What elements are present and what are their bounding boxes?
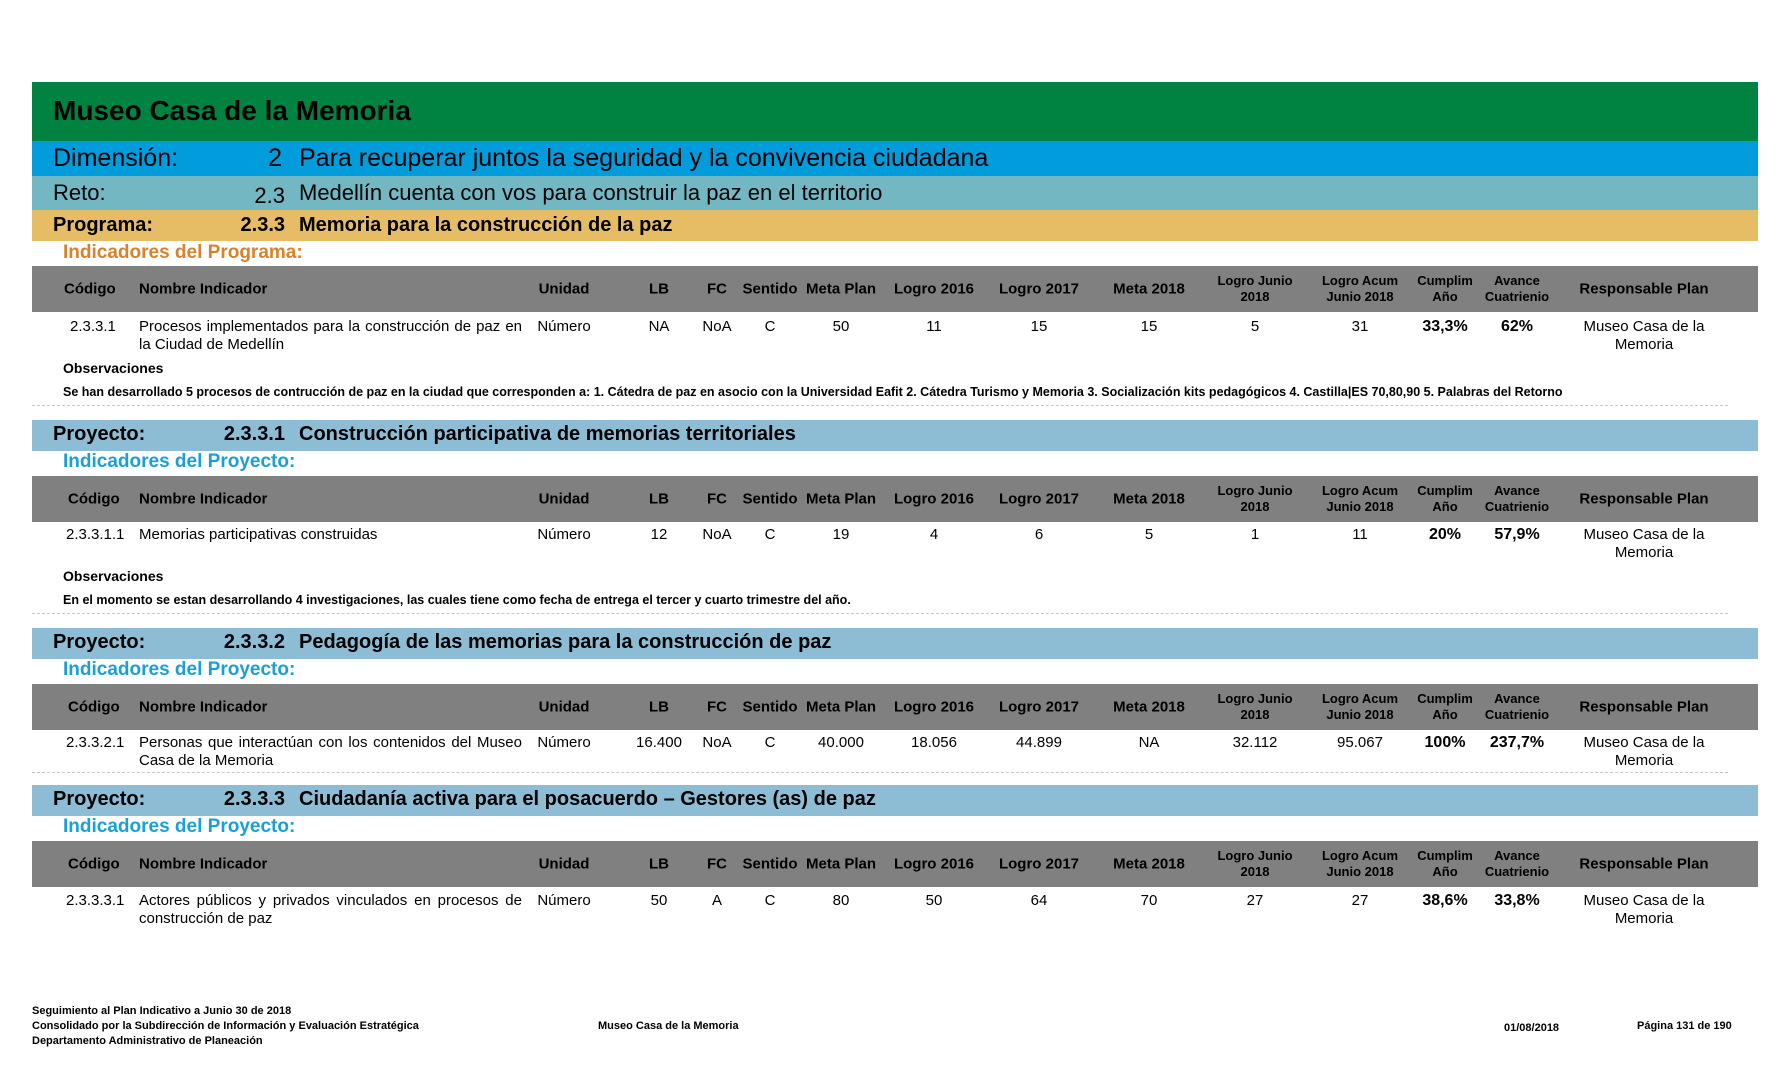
cell-lb: 16.400 xyxy=(636,734,682,751)
divider xyxy=(32,772,1728,773)
col-meta-2018: Meta 2018 xyxy=(1113,280,1185,298)
project-title: Ciudadanía activa para el posacuerdo – Gestores (as) de paz xyxy=(299,788,876,810)
cell-fc: NoA xyxy=(702,526,732,543)
col-meta-plan: Meta Plan xyxy=(805,855,877,873)
dimension-code: 2 xyxy=(268,144,282,172)
cell-unidad: Número xyxy=(537,892,591,909)
cell-logro-2016: 11 xyxy=(926,318,942,335)
col-logro-2017: Logro 2017 xyxy=(998,280,1080,298)
col-logro-junio: Logro Junio 2018 xyxy=(1217,273,1293,304)
cell-logro-acum: 11 xyxy=(1352,526,1368,543)
col-avance: Avance Cuatrienio xyxy=(1484,691,1550,722)
project-indicators-heading: Indicadores del Proyecto: xyxy=(63,659,296,680)
cell-meta-2018: NA xyxy=(1138,734,1160,751)
cell-fc: NoA xyxy=(702,734,732,751)
project-table-header xyxy=(32,841,1758,887)
cell-sentido: C xyxy=(764,892,776,909)
reto-band xyxy=(32,176,1758,210)
cell-lb: 50 xyxy=(650,892,668,909)
cell-avance: 57,9% xyxy=(1494,526,1540,543)
col-avance: Avance Cuatrienio xyxy=(1484,483,1550,514)
cell-nombre: Procesos implementados para la construcción de paz en la Ciudad de Medellín xyxy=(139,318,522,353)
cell-logro-2016: 50 xyxy=(925,892,943,909)
col-responsable: Responsable Plan xyxy=(1579,490,1709,508)
col-logro-2017: Logro 2017 xyxy=(998,855,1080,873)
col-nombre: Nombre Indicador xyxy=(139,490,268,508)
col-fc: FC xyxy=(707,490,727,508)
programa-label: Programa: xyxy=(53,214,154,236)
cell-meta-plan: 40.000 xyxy=(818,734,864,751)
col-nombre: Nombre Indicador xyxy=(139,280,268,298)
cell-avance: 62% xyxy=(1500,318,1534,335)
cell-logro-acum: 27 xyxy=(1351,892,1369,909)
cell-cumplim: 33,3% xyxy=(1422,318,1468,335)
cell-codigo: 2.3.3.2.1 xyxy=(66,734,125,751)
observaciones-text: En el momento se estan desarrollando 4 investigaciones, las cuales tiene como fecha de entrega el tercer y cuarto trimestre del año. xyxy=(63,593,851,607)
cell-logro-acum: 31 xyxy=(1351,318,1369,335)
footer-line-1: Seguimiento al Plan Indicativo a Junio 30 de 2018 xyxy=(32,1005,292,1017)
observaciones-label: Observaciones xyxy=(63,360,164,376)
col-cumplim: Cumplim Año xyxy=(1417,691,1473,722)
project-band xyxy=(32,785,1758,816)
col-logro-2016: Logro 2016 xyxy=(893,698,975,716)
col-logro-acum: Logro Acum Junio 2018 xyxy=(1321,273,1399,304)
cell-codigo: 2.3.3.1 xyxy=(70,318,116,335)
cell-logro-junio: 27 xyxy=(1246,892,1264,909)
col-logro-2016: Logro 2016 xyxy=(893,280,975,298)
footer-line-3: Departamento Administrativo de Planeación xyxy=(32,1035,263,1047)
project-code: 2.3.3.3 xyxy=(223,788,285,810)
col-unidad: Unidad xyxy=(538,280,590,298)
footer-info xyxy=(32,1004,419,1049)
cell-sentido: C xyxy=(764,526,776,543)
cell-cumplim: 20% xyxy=(1428,526,1462,543)
cell-meta-2018: 5 xyxy=(1144,526,1154,543)
col-meta-2018: Meta 2018 xyxy=(1113,490,1185,508)
col-logro-junio: Logro Junio 2018 xyxy=(1217,848,1293,879)
col-sentido: Sentido xyxy=(742,490,798,508)
footer-center: Museo Casa de la Memoria xyxy=(598,1020,739,1032)
cell-unidad: Número xyxy=(537,734,591,751)
cell-lb: NA xyxy=(648,318,670,335)
project-code: 2.3.3.2 xyxy=(223,631,285,653)
cell-avance: 237,7% xyxy=(1489,734,1545,751)
col-unidad: Unidad xyxy=(538,698,590,716)
footer-date: 01/08/2018 xyxy=(1504,1022,1560,1034)
col-unidad: Unidad xyxy=(538,855,590,873)
program-table-header xyxy=(32,266,1758,312)
col-logro-acum: Logro Acum Junio 2018 xyxy=(1321,483,1399,514)
col-fc: FC xyxy=(707,280,727,298)
cell-unidad: Número xyxy=(537,526,591,543)
cell-sentido: C xyxy=(764,318,776,335)
cell-logro-2016: 4 xyxy=(929,526,939,543)
col-logro-acum: Logro Acum Junio 2018 xyxy=(1321,848,1399,879)
col-logro-2016: Logro 2016 xyxy=(893,490,975,508)
col-logro-junio: Logro Junio 2018 xyxy=(1217,691,1293,722)
col-lb: LB xyxy=(649,280,669,298)
col-meta-plan: Meta Plan xyxy=(805,698,877,716)
dimension-label: Dimensión: xyxy=(53,144,179,172)
col-codigo: Código xyxy=(64,280,116,298)
cell-logro-2016: 18.056 xyxy=(911,734,957,751)
col-meta-plan: Meta Plan xyxy=(805,490,877,508)
project-title: Construcción participativa de memorias territoriales xyxy=(299,423,796,445)
col-codigo: Código xyxy=(68,698,120,716)
col-logro-2017: Logro 2017 xyxy=(998,698,1080,716)
col-logro-2016: Logro 2016 xyxy=(893,855,975,873)
col-unidad: Unidad xyxy=(538,490,590,508)
cell-sentido: C xyxy=(764,734,776,751)
entity-title: Museo Casa de la Memoria xyxy=(53,95,411,126)
col-logro-2017: Logro 2017 xyxy=(998,490,1080,508)
cell-logro-2017: 44.899 xyxy=(1016,734,1062,751)
cell-meta-plan: 19 xyxy=(832,526,850,543)
cell-meta-2018: 70 xyxy=(1140,892,1158,909)
col-responsable: Responsable Plan xyxy=(1579,698,1709,716)
col-logro-junio: Logro Junio 2018 xyxy=(1217,483,1293,514)
cell-logro-2017: 6 xyxy=(1034,526,1044,543)
project-indicators-heading: Indicadores del Proyecto: xyxy=(63,451,296,472)
divider xyxy=(32,405,1728,406)
col-avance: Avance Cuatrienio xyxy=(1484,273,1550,304)
reto-code: 2.3 xyxy=(254,183,285,208)
cell-meta-plan: 50 xyxy=(832,318,850,335)
cell-lb: 12 xyxy=(650,526,668,543)
dimension-band xyxy=(32,141,1758,176)
entity-header xyxy=(32,82,1758,141)
cell-logro-junio: 32.112 xyxy=(1232,734,1278,751)
project-table-header xyxy=(32,684,1758,730)
cell-nombre: Actores públicos y privados vinculados en procesos de construcción de paz xyxy=(139,892,522,927)
col-sentido: Sentido xyxy=(742,698,798,716)
cell-unidad: Número xyxy=(537,318,591,335)
cell-fc: NoA xyxy=(702,318,732,335)
reto-title: Medellín cuenta con vos para construir la paz en el territorio xyxy=(299,180,883,205)
cell-responsable: Museo Casa de la Memoria xyxy=(1583,734,1705,769)
col-fc: FC xyxy=(707,855,727,873)
divider xyxy=(32,613,1728,614)
footer-page: Página 131 de 190 xyxy=(1637,1020,1732,1032)
cell-meta-2018: 15 xyxy=(1140,318,1158,335)
cell-logro-acum: 95.067 xyxy=(1337,734,1383,751)
col-codigo: Código xyxy=(68,855,120,873)
footer-line-2: Consolidado por la Subdirección de Información y Evaluación Estratégica xyxy=(32,1020,419,1032)
programa-title: Memoria para la construcción de la paz xyxy=(299,214,673,236)
observaciones-text: Se han desarrollado 5 procesos de contrucción de paz en la ciudad que corresponden a: 1. Cátedra de paz en asocio con la Universidad Eafit 2. Cátedra Turismo y Memoria 3. Socialización kits pedagógicos 4. Castilla|ES 70,80,90 5. Palabras del Retorno xyxy=(63,385,1563,399)
project-code: 2.3.3.1 xyxy=(223,423,285,445)
programa-code: 2.3.3 xyxy=(240,214,285,236)
col-lb: LB xyxy=(649,698,669,716)
project-table-header xyxy=(32,476,1758,522)
cell-cumplim: 38,6% xyxy=(1422,892,1468,909)
project-band xyxy=(32,628,1758,659)
col-nombre: Nombre Indicador xyxy=(139,855,268,873)
cell-responsable: Museo Casa de la Memoria xyxy=(1583,526,1705,561)
col-meta-2018: Meta 2018 xyxy=(1113,698,1185,716)
programa-band xyxy=(32,210,1758,241)
col-meta-2018: Meta 2018 xyxy=(1113,855,1185,873)
col-responsable: Responsable Plan xyxy=(1579,280,1709,298)
col-cumplim: Cumplim Año xyxy=(1417,273,1473,304)
cell-codigo: 2.3.3.1.1 xyxy=(66,526,125,543)
reto-label: Reto: xyxy=(53,180,106,205)
project-label: Proyecto: xyxy=(53,788,146,810)
project-title: Pedagogía de las memorias para la construcción de paz xyxy=(299,631,832,653)
cell-fc: A xyxy=(711,892,722,909)
col-codigo: Código xyxy=(68,490,120,508)
col-responsable: Responsable Plan xyxy=(1579,855,1709,873)
cell-avance: 33,8% xyxy=(1494,892,1540,909)
col-logro-acum: Logro Acum Junio 2018 xyxy=(1321,691,1399,722)
project-indicators-heading: Indicadores del Proyecto: xyxy=(63,816,296,837)
col-cumplim: Cumplim Año xyxy=(1417,483,1473,514)
project-label: Proyecto: xyxy=(53,631,146,653)
col-cumplim: Cumplim Año xyxy=(1417,848,1473,879)
cell-nombre: Personas que interactúan con los contenidos del Museo Casa de la Memoria xyxy=(139,734,522,769)
cell-nombre: Memorias participativas construidas xyxy=(139,526,378,543)
cell-logro-2017: 15 xyxy=(1030,318,1048,335)
col-meta-plan: Meta Plan xyxy=(805,280,877,298)
col-nombre: Nombre Indicador xyxy=(139,698,268,716)
cell-responsable: Museo Casa de la Memoria xyxy=(1583,318,1705,353)
project-label: Proyecto: xyxy=(53,423,146,445)
cell-codigo: 2.3.3.3.1 xyxy=(66,892,125,909)
program-indicators-heading: Indicadores del Programa: xyxy=(63,242,303,263)
cell-logro-2017: 64 xyxy=(1030,892,1048,909)
cell-responsable: Museo Casa de la Memoria xyxy=(1583,892,1705,927)
dimension-title: Para recuperar juntos la seguridad y la convivencia ciudadana xyxy=(299,144,989,172)
col-avance: Avance Cuatrienio xyxy=(1484,848,1550,879)
cell-cumplim: 100% xyxy=(1424,734,1466,751)
observaciones-label: Observaciones xyxy=(63,568,164,584)
cell-logro-junio: 5 xyxy=(1250,318,1260,335)
col-lb: LB xyxy=(649,855,669,873)
col-sentido: Sentido xyxy=(742,855,798,873)
col-fc: FC xyxy=(707,698,727,716)
col-sentido: Sentido xyxy=(742,280,798,298)
col-lb: LB xyxy=(649,490,669,508)
project-band xyxy=(32,420,1758,451)
cell-logro-junio: 1 xyxy=(1250,526,1260,543)
cell-meta-plan: 80 xyxy=(832,892,850,909)
